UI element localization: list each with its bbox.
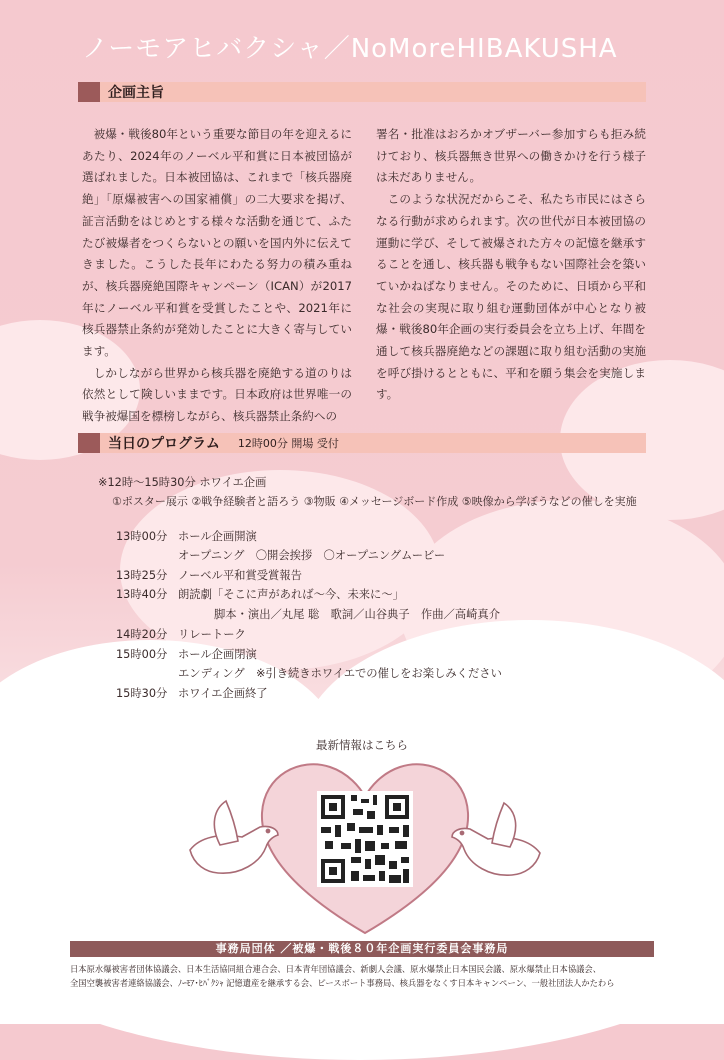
schedule-detail: オープニング 〇開会挨拶 〇オープニングムービー — [178, 549, 446, 562]
schedule-text: ノーベル平和賞受賞報告 — [178, 569, 302, 582]
purpose-section-header — [78, 82, 646, 102]
purpose-paragraph: しかしながら世界から核兵器を廃絶する道のりは依然として険しいままです。日本政府は世界唯一の戦争被爆国を標榜しながら、核兵器禁止条約への — [82, 365, 352, 424]
purpose-paragraph: 署名・批准はおろかオブザーバー参加すらも拒み続けており、核兵器無き世界への働きかけを行う様子は未だありません。 — [376, 127, 646, 185]
schedule-time: 15時00分 — [116, 648, 168, 661]
schedule-time: 13時25分 — [116, 569, 168, 582]
purpose-heading: 企画主旨 — [108, 85, 164, 101]
program-section-header — [78, 433, 646, 453]
schedule-text: 朗読劇「そこに声があれば～今、未来に～」 — [178, 588, 404, 601]
schedule-row — [116, 567, 302, 583]
section-marker — [78, 433, 100, 453]
program-heading: 当日のプログラム — [108, 436, 220, 452]
program-opening-time: 12時00分 開場 受付 — [237, 437, 339, 450]
schedule-row — [116, 626, 246, 642]
schedule-text: ホール企画閉演 — [178, 648, 257, 661]
foyer-events: ①ポスター展示 ②戦争経験者と語ろう ③物販 ④メッセージボード作成 ⑤映像から学ぼうなどの催しを実施 — [112, 495, 637, 508]
schedule-row — [116, 528, 257, 544]
purpose-paragraph: 被爆・戦後80年という重要な節目の年を迎えるにあたり、2024年のノーベル平和賞に日本被団協が選ばれました。日本被団協は、これまで「核兵器廃絶」「原爆被害への国家補償」の二大要求を掲げ、証言活動をはじめとする様々な活動を通じて、ふたたび被爆者をつくらないとの願いを国内外に伝えてきました。こうした長年にわたる努力の積み重ねが、核兵器廃絶国際キャンペーン（ICAN）が2017年にノーベル平和賞を受賞したことや、2021年に核兵器禁止条約が発効したことに大きく寄与しています。 — [82, 127, 352, 359]
purpose-paragraph: このような状況だからこそ、私たち市民にはさらなる行動が求められます。次の世代が日本被団協の運動に学び、そして被爆された方々の記憶を継承することを通し、核兵器も戦争もない国際社会を築いていかねばなりません。そのために、日頃から平和な社会の実現に取り組む運動団体が中心となり被爆・戦後80年企画の実行委員会を立ち上げ、年間を通して核兵器廃絶などの課題に取り組む活動の実施を呼び掛けるとともに、平和を願う集会を実施します。 — [376, 192, 646, 402]
schedule-time: 13時40分 — [116, 588, 168, 601]
schedule-detail: 脚本・演出／丸尾 聡 歌詞／山谷典子 作曲／高崎真介 — [214, 608, 501, 621]
qr-caption: 最新情報はこちら — [316, 738, 408, 752]
schedule-text: リレートーク — [178, 628, 246, 641]
schedule-row — [116, 685, 268, 701]
schedule-text: ホール企画開演 — [178, 530, 257, 543]
schedule-time: 14時20分 — [116, 628, 168, 641]
organizer-list: 全国空襲被害者連絡協議会、ﾉｰﾓｱ･ﾋﾊﾞｸｼｬ 記憶遺産を継承する会、ピースボート事務局、核兵器をなくす日本キャンペーン、一般社団法人かたわら — [70, 978, 615, 988]
qr-code-icon — [317, 791, 413, 887]
schedule-text: ホワイエ企画終了 — [178, 687, 268, 700]
organizer-list: 日本原水爆被害者団体協議会、日本生活協同組合連合会、日本青年団協議会、新劇人会議、原水爆禁止日本国民会議、原水爆禁止日本協議会、 — [70, 964, 602, 974]
schedule-row — [116, 586, 404, 602]
heart-illustration — [180, 745, 550, 945]
section-marker — [78, 82, 100, 102]
heart-qr-graphic — [180, 745, 550, 945]
foyer-note: ※12時～15時30分 ホワイエ企画 — [98, 476, 267, 489]
schedule-detail: エンディング ※引き続きホワイエでの催しをお楽しみください — [178, 667, 502, 680]
purpose-right-column — [376, 124, 646, 406]
schedule-row — [116, 646, 257, 662]
purpose-left-column — [82, 124, 352, 428]
organizer-bar: 事務局団体 ／被爆・戦後８０年企画実行委員会事務局 — [70, 941, 654, 957]
schedule-time: 13時00分 — [116, 530, 168, 543]
schedule-time: 15時30分 — [116, 687, 168, 700]
page-title: ノーモアヒバクシャ／NoMoreHIBAKUSHA — [82, 34, 618, 64]
